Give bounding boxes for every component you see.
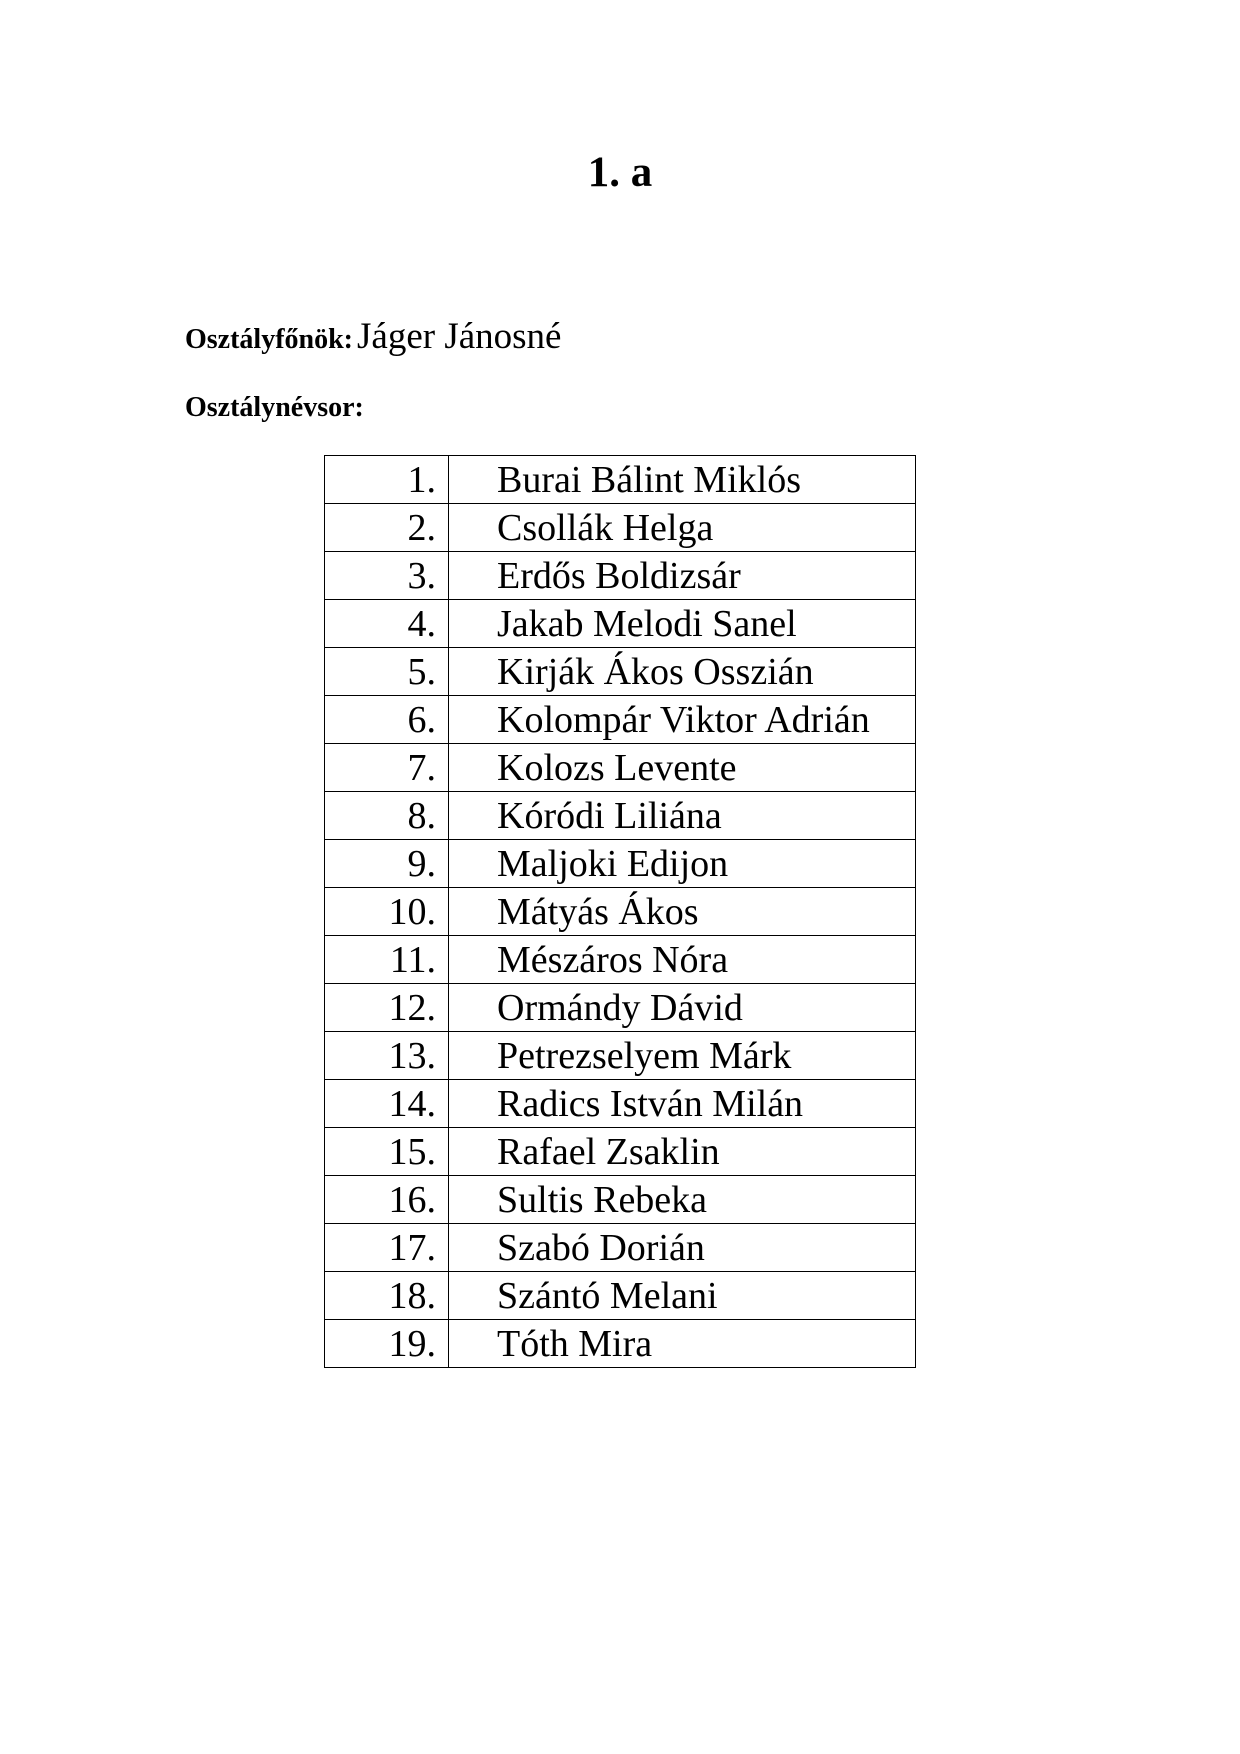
table-row	[325, 696, 916, 744]
teacher-line	[185, 314, 561, 367]
row-number: 14.	[325, 1080, 449, 1128]
table-row	[325, 648, 916, 696]
table-row	[325, 1272, 916, 1320]
row-number: 2.	[325, 504, 449, 552]
row-number: 4.	[325, 600, 449, 648]
table-row	[325, 840, 916, 888]
student-name: Szántó Melani	[449, 1272, 916, 1320]
table-row	[325, 1032, 916, 1080]
row-number: 13.	[325, 1032, 449, 1080]
page-title: 1. a	[587, 149, 653, 196]
row-number: 15.	[325, 1128, 449, 1176]
student-name: Burai Bálint Miklós	[449, 456, 916, 504]
row-number: 17.	[325, 1224, 449, 1272]
row-number: 6.	[325, 696, 449, 744]
student-name: Kirják Ákos Osszián	[449, 648, 916, 696]
student-name: Kolompár Viktor Adrián	[449, 696, 916, 744]
teacher-name: Jáger Jánosné	[357, 316, 562, 357]
row-number: 9.	[325, 840, 449, 888]
student-name: Szabó Dorián	[449, 1224, 916, 1272]
row-number: 18.	[325, 1272, 449, 1320]
row-number: 5.	[325, 648, 449, 696]
student-name: Ormándy Dávid	[449, 984, 916, 1032]
student-name: Kolozs Levente	[449, 744, 916, 792]
roster-table-body	[325, 456, 916, 1368]
row-number: 3.	[325, 552, 449, 600]
row-number: 10.	[325, 888, 449, 936]
row-number: 12.	[325, 984, 449, 1032]
row-number: 19.	[325, 1320, 449, 1368]
student-name: Radics István Milán	[449, 1080, 916, 1128]
table-row	[325, 888, 916, 936]
table-row	[325, 1080, 916, 1128]
student-name: Erdős Boldizsár	[449, 552, 916, 600]
student-name: Mátyás Ákos	[449, 888, 916, 936]
table-row	[325, 984, 916, 1032]
student-name: Jakab Melodi Sanel	[449, 600, 916, 648]
student-name: Sultis Rebeka	[449, 1176, 916, 1224]
student-name: Petrezselyem Márk	[449, 1032, 916, 1080]
student-name: Tóth Mira	[449, 1320, 916, 1368]
table-row	[325, 600, 916, 648]
table-row	[325, 1176, 916, 1224]
student-name: Rafael Zsaklin	[449, 1128, 916, 1176]
table-row	[325, 1128, 916, 1176]
table-row	[325, 792, 916, 840]
roster-table	[324, 455, 916, 1368]
table-row	[325, 456, 916, 504]
table-row	[325, 1224, 916, 1272]
student-name: Kóródi Liliána	[449, 792, 916, 840]
table-row	[325, 744, 916, 792]
table-row	[325, 936, 916, 984]
row-number: 8.	[325, 792, 449, 840]
row-number: 16.	[325, 1176, 449, 1224]
row-number: 7.	[325, 744, 449, 792]
row-number: 1.	[325, 456, 449, 504]
table-row	[325, 1320, 916, 1368]
row-number: 11.	[325, 936, 449, 984]
roster-heading: Osztálynévsor:	[185, 392, 364, 423]
teacher-label: Osztályfőnök:	[185, 324, 353, 355]
student-name: Maljoki Edijon	[449, 840, 916, 888]
table-row	[325, 552, 916, 600]
student-name: Csollák Helga	[449, 504, 916, 552]
table-row	[325, 504, 916, 552]
student-name: Mészáros Nóra	[449, 936, 916, 984]
